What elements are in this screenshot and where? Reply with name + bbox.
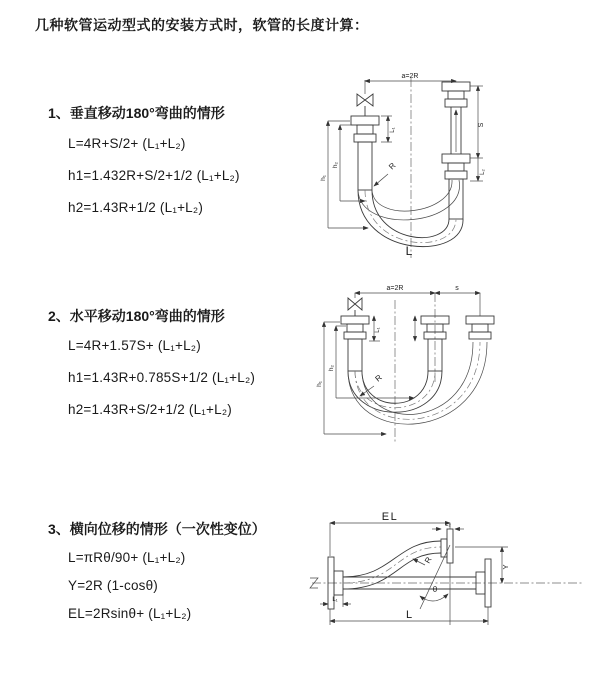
diagram-lateral-displacement	[308, 497, 592, 645]
dim-label-s: S	[478, 122, 485, 128]
radius-label: R	[373, 372, 384, 384]
valve-icon	[348, 298, 362, 310]
section-3-formula-el: EL=2Rsinθ+ (L₁+L₂)	[68, 606, 192, 621]
dim-label-l1: L₁	[332, 597, 338, 603]
length-label: L	[405, 244, 413, 258]
section-1-formula-h2: h2=1.43R+1/2 (L₁+L₂)	[68, 200, 204, 215]
dim-label-h1: h₁	[320, 175, 327, 181]
radius-label: R	[422, 555, 434, 565]
dim-label-h2: h₂	[332, 161, 339, 169]
dim-label-el: EL	[381, 511, 399, 523]
section-2-formula-h2: h2=1.43R+S/2+1/2 (L₁+L₂)	[68, 402, 232, 417]
valve-icon	[357, 94, 373, 106]
page-title: 几种软管运动型式的安装方式时，软管的长度计算：	[35, 17, 369, 33]
dim-label-s: s	[455, 285, 459, 292]
section-2-formula-h1: h1=1.43R+0.785S+1/2 (L₁+L₂)	[68, 370, 256, 385]
diagram-horizontal-180-bend	[316, 284, 592, 456]
section-1-formula-h1: h1=1.432R+S/2+1/2 (L₁+L₂)	[68, 168, 240, 183]
section-3-formula-y: Y=2R (1-cosθ)	[68, 578, 159, 593]
flange-fitting-right-upper	[442, 82, 470, 107]
dim-label-h1: h₁	[316, 381, 323, 387]
flange-fitting-upper	[441, 529, 453, 563]
flange-fitting-right-lower	[442, 154, 470, 179]
dimension-lines	[328, 81, 483, 228]
flange-fitting-left	[351, 116, 379, 142]
diagram-vertical-180-bend	[318, 68, 592, 264]
section-3-heading: 3、横向位移的情形（一次性变位）	[48, 521, 266, 537]
flange-fitting-left	[341, 316, 369, 339]
hose-s-curve	[343, 541, 441, 589]
dim-label-a2r: a=2R	[401, 73, 419, 80]
length-label: L	[405, 609, 413, 621]
section-2-formula-l: L=4R+1.57S+ (L₁+L₂)	[68, 338, 201, 353]
braided-hose-segment-right	[449, 179, 463, 219]
angle-label: θ	[432, 585, 438, 594]
hose-assembly	[341, 293, 494, 442]
section-1-formula-l: L=4R+S/2+ (L₁+L₂)	[68, 136, 186, 151]
radius-label: R	[387, 160, 398, 172]
dim-label-l1: L₁	[375, 327, 381, 333]
hose-arcs	[358, 180, 463, 247]
section-2-heading: 2、水平移动180°弯曲的情形	[48, 308, 225, 324]
dim-label-l1: L₁	[390, 127, 396, 133]
dim-label-h2: h₂	[328, 364, 335, 372]
dim-label-l2: L₂	[480, 169, 486, 175]
hose-arcs	[348, 342, 487, 424]
dimension-lines	[320, 523, 508, 625]
braided-hose-segment-left	[358, 142, 372, 190]
flange-fitting-right	[466, 316, 494, 339]
dim-label-y: Y	[501, 564, 510, 570]
section-3-formula-l: L=πRθ/90+ (L₁+L₂)	[68, 550, 186, 565]
braided-hose-segment-left	[348, 339, 362, 371]
dim-label-l2: L₂	[445, 522, 451, 528]
hose-assembly	[351, 78, 470, 258]
section-1-heading: 1、垂直移动180°弯曲的情形	[48, 105, 225, 121]
dimension-lines	[324, 293, 480, 434]
dim-label-a2r: a=2R	[386, 285, 404, 292]
hose-assembly	[310, 529, 584, 625]
